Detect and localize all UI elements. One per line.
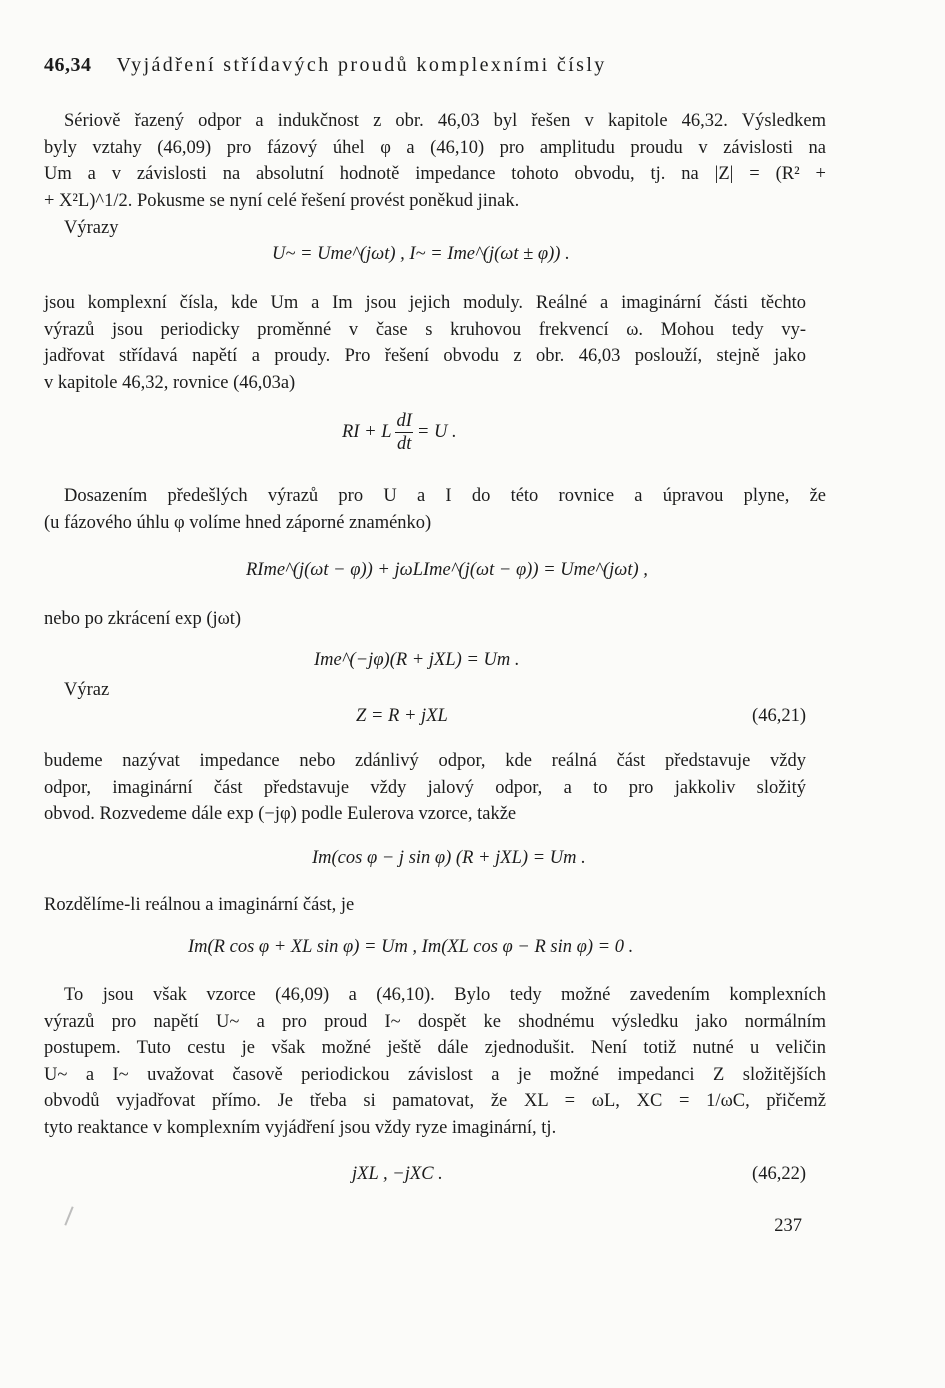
equation-3: RIme^(j(ωt − φ)) + jωLIme^(j(ωt − φ)) = Ume^(jωt) , [246,560,648,580]
text-line: tyto reaktance v komplexním vyjádření jsou vždy ryze imaginární, tj. [44,1117,557,1138]
label-vyraz: Výraz [64,680,110,700]
eq2-right: = U . [416,421,457,442]
text-line: postupem. Tuto cestu je však možné ještě dále zjednodušit. Není totiž nutné u veličin [44,1038,826,1058]
equation-1: U~ = Ume^(jωt) , I~ = Ime^(j(ωt ± φ)) . [272,244,570,264]
page-number: 237 [774,1216,802,1236]
label-vyrazy: Výrazy [64,218,119,238]
text-line: odpor, imaginární část představuje vždy jalový odpor, a to pro jakkoliv složitý [44,777,806,798]
equation-5: Z = R + jXL [356,706,448,726]
section-title: Vyjádření střídavých proudů komplexními čísly [116,54,607,76]
text-line: v kapitole 46,32, rovnice (46,03a) [44,372,296,393]
derivative-fraction [395,410,412,455]
text-line: Um a v závislosti na absolutní hodnotě impedance tohoto obvodu, tj. na |Z| = (R² + [44,164,826,184]
text-line: Sériově řazený odpor a indukčnost z obr. 46,03 byl řešen v kapitole 46,32. Výsledkem [64,111,826,131]
text-rozdelime: Rozdělíme-li reálnou a imaginární část, je [44,895,355,915]
paragraph-3 [44,483,826,536]
text-line: U~ a I~ uvažovat časově periodickou závislost a je možné impedanci Z složitějších [44,1064,826,1085]
eq2-numerator: dI [396,411,412,431]
equation-4: Ime^(−jφ)(R + jXL) = Um . [314,650,520,670]
equation-7: Im(R cos φ + XL sin φ) = Um , Im(XL cos φ − R sin φ) = 0 . [188,937,634,957]
equation-6: Im(cos φ − j sin φ) (R + jXL) = Um . [312,848,586,868]
text-line: jadřovat střídavá napětí a proudy. Pro řešení obvodu z obr. 46,03 poslouží, stejně jako [44,346,806,366]
text-line: byly vztahy (46,09) pro fázový úhel φ a (46,10) pro amplitudu proudu v závislosti na [44,137,826,158]
text-line: + X²L)^1/2. Pokusme se nyní celé řešení provést poněkud jinak. [44,190,520,211]
equation-number-46-21: (46,21) [752,706,806,726]
equation-number-46-22: (46,22) [752,1164,806,1184]
eq2-left: RI + L [342,421,392,442]
pencil-mark [64,1206,73,1225]
text-zkraceni: nebo po zkrácení exp (jωt) [44,609,242,629]
paragraph-5 [44,982,826,1141]
section-header [44,54,607,77]
equation-8: jXL , −jXC . [352,1164,443,1184]
text-line: obvod. Rozvedeme dále exp (−jφ) podle Eulerova vzorce, takže [44,804,517,824]
text-line: budeme nazývat impedance nebo zdánlivý odpor, kde reálná část představuje vždy [44,751,806,771]
text-line: výrazů pro napětí U~ a pro proud I~ dospět ke shodnému výsledku jako normálním [44,1011,826,1032]
eq2-denominator: dt [397,434,412,454]
paragraph-4 [44,748,806,828]
text-line: To jsou však vzorce (46,09) a (46,10). Bylo tedy možné zavedením komplexních [64,985,826,1005]
paragraph-1 [44,108,826,214]
text-line: jsou komplexní čísla, kde Um a Im jsou jejich moduly. Reálné a imaginární části těchto [44,293,806,313]
section-number: 46,34 [44,54,92,76]
text-line: obvodů vyjadřovat přímo. Je třeba si pamatovat, že XL = ωL, XC = 1/ωC, přičemž [44,1091,826,1111]
text-line: výrazů jsou periodicky proměnné v čase s kruhovou frekvencí ω. Mohou tedy vy- [44,319,806,340]
text-line: (u fázového úhlu φ volíme hned záporné znaménko) [44,512,432,533]
paragraph-2 [44,290,806,396]
text-line: Dosazením předešlých výrazů pro U a I do této rovnice a úpravou plyne, že [64,486,826,506]
equation-2 [342,410,457,455]
